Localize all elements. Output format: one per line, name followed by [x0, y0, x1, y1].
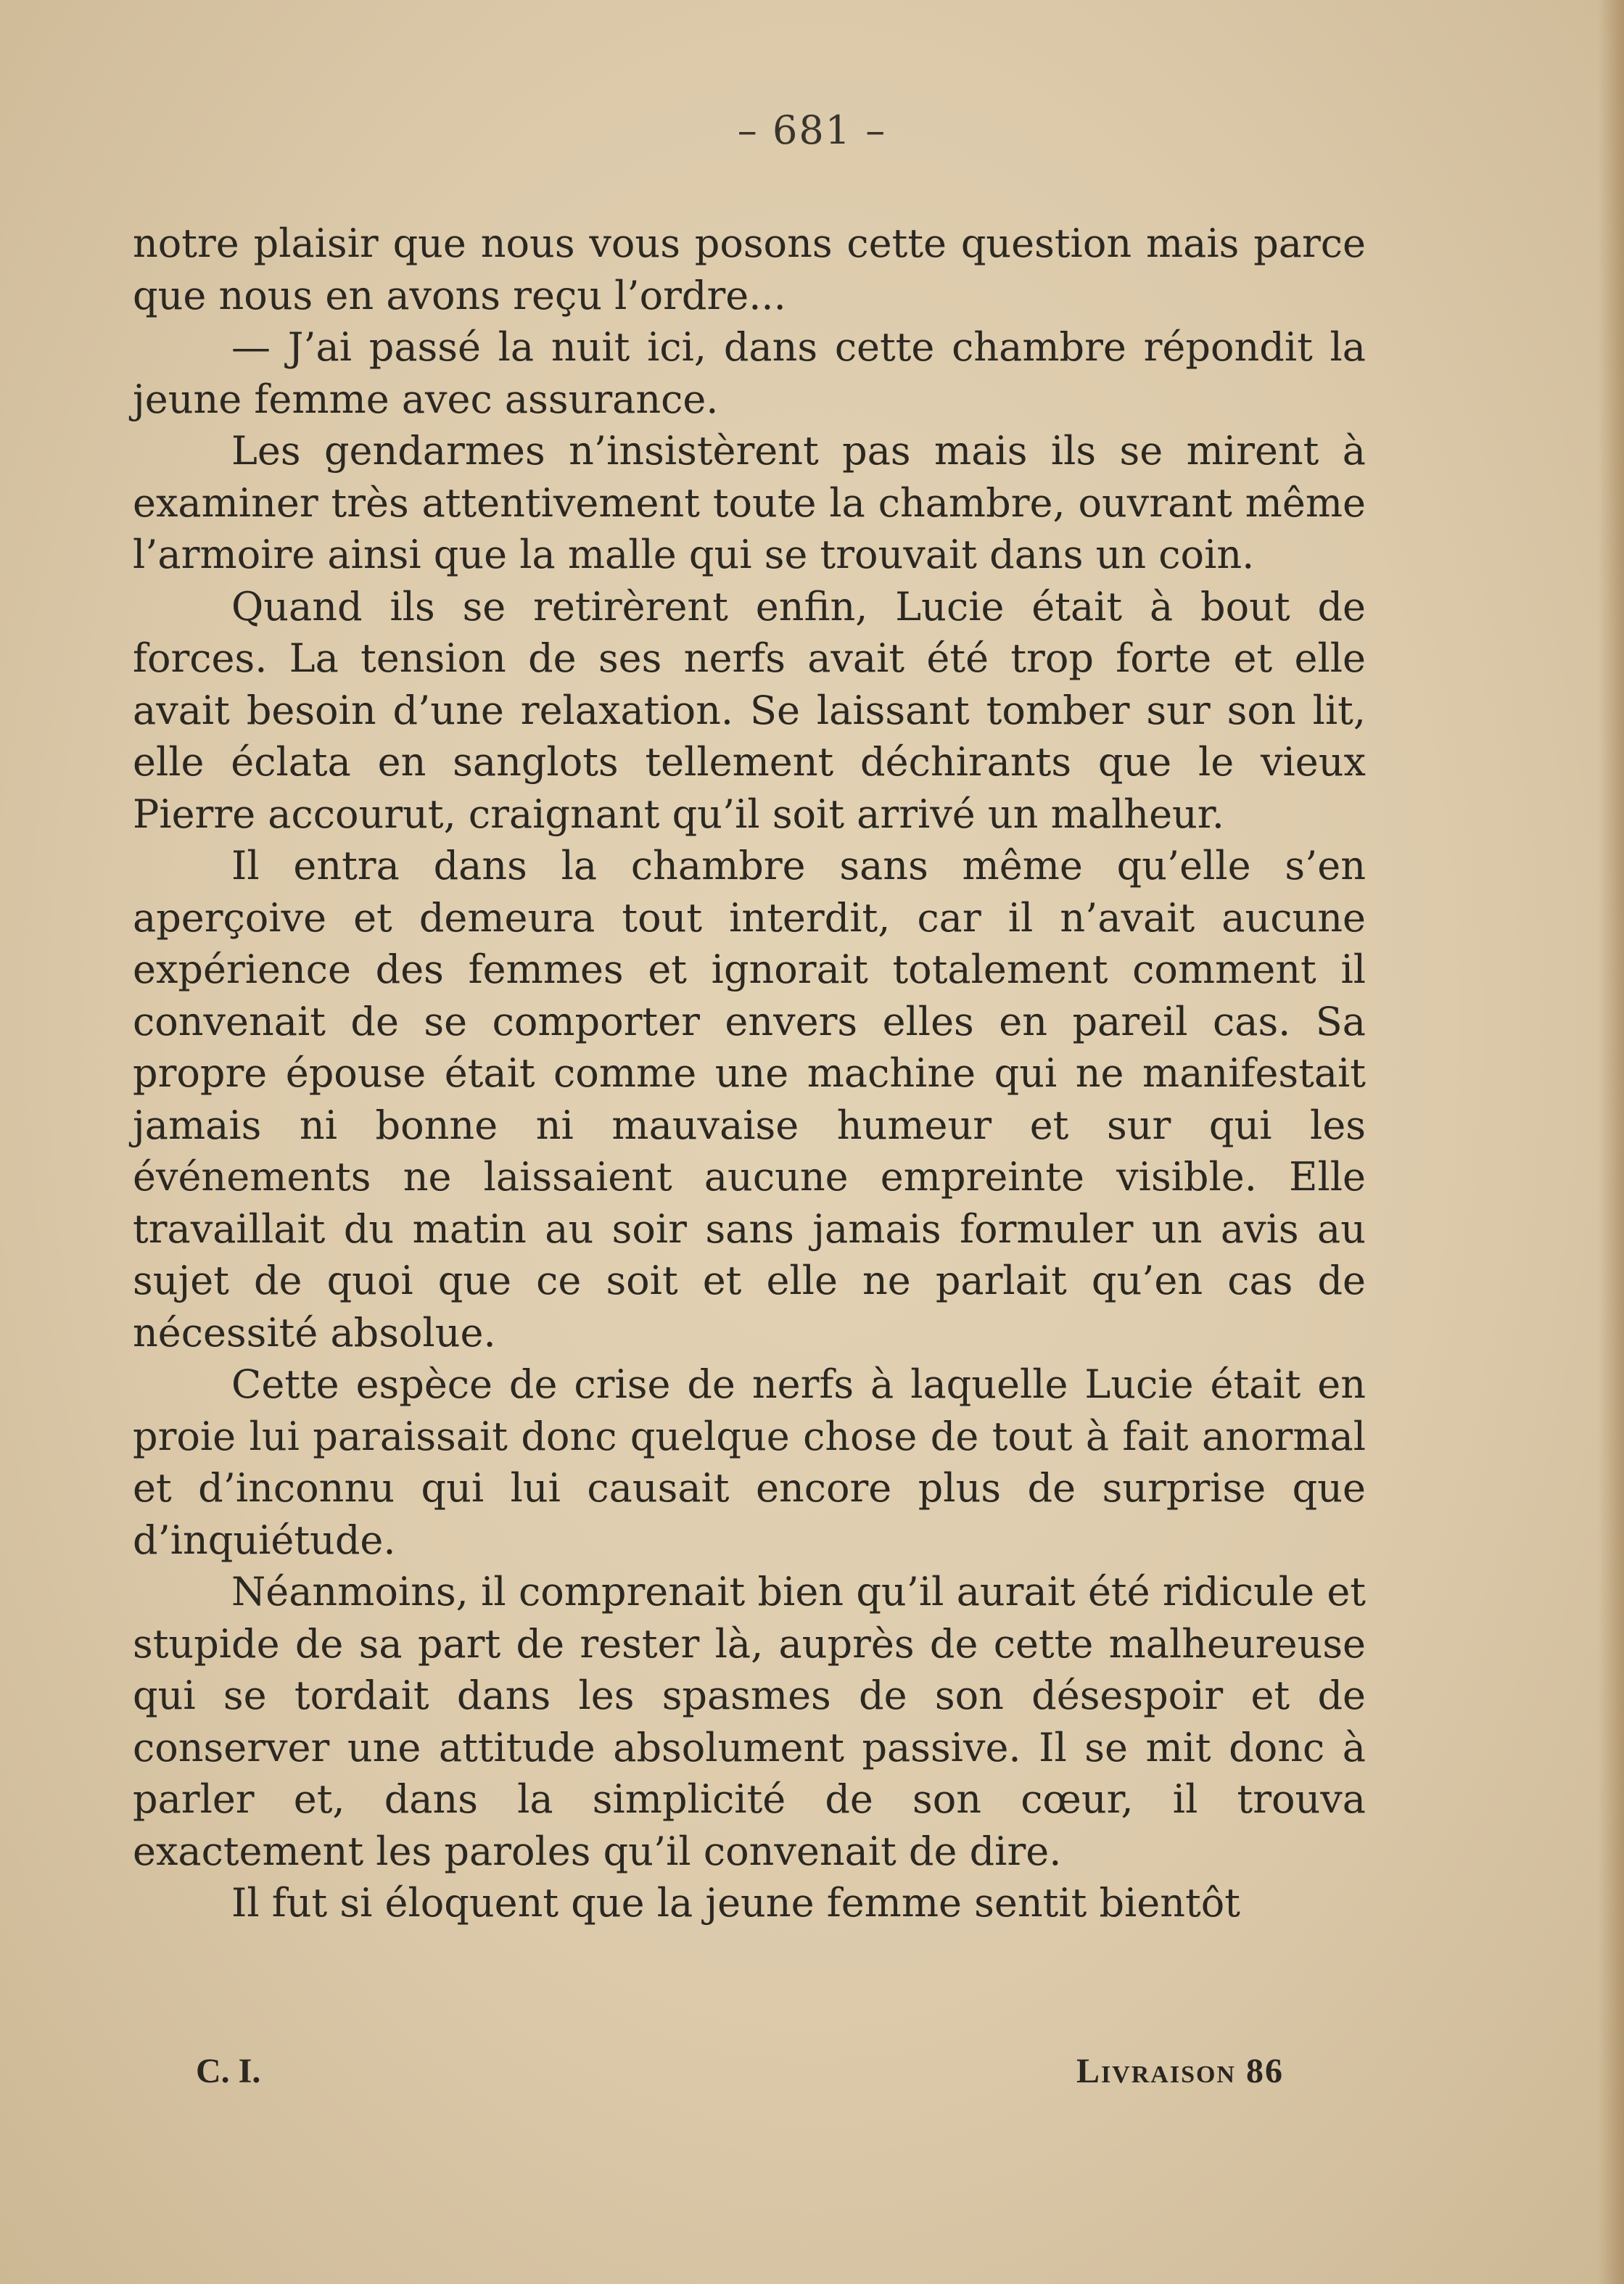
paragraph: — J’ai passé la nuit ici, dans cette chambre répondit la jeune femme avec assurance. — [133, 324, 1366, 422]
footer-signature: C. I. — [196, 2052, 261, 2090]
footer-delivery-number: Livraison 86 — [1076, 2052, 1284, 2090]
body-text — [133, 218, 1366, 1929]
paragraph: Il fut si éloquent que la jeune femme sentit bientôt — [231, 1880, 1240, 1926]
page-edge-shadow — [1598, 0, 1624, 2284]
paragraph: Quand ils se retirèrent enfin, Lucie était à bout de forces. La tension de ses nerfs avait été trop forte et elle avait besoin d’une relaxation. Se laissant tomber sur son lit, elle éclata en sanglots tellement déchirants que le vieux Pierre accourut, craignant qu’il soit arrivé un malheur. — [133, 583, 1366, 837]
paragraph: Il entra dans la chambre sans même qu’elle s’en aperçoive et demeura tout interdit, car il n’avait aucune expérience des femmes et ignorait totalement comment il convenait de se comporter envers elles en pareil cas. Sa propre épouse était comme une machine qui ne manifestait jamais ni bonne ni mauvaise humeur et sur qui les événements ne laissaient aucune empreinte visible. Elle travaillait du matin au soir sans jamais formuler un avis au sujet de quoi que ce soit et elle ne parlait qu’en cas de nécessité absolue. — [133, 843, 1366, 1356]
paragraph: Néanmoins, il comprenait bien qu’il aurait été ridicule et stupide de sa part de rester là, auprès de cette malheureuse qui se tordait dans les spasmes de son désespoir et de conserver une attitude absolument passive. Il se mit donc à parler et, dans la simplicité de son cœur, il trouva exactement les paroles qu’il convenait de dire. — [133, 1569, 1366, 1874]
paragraph: Cette espèce de crise de nerfs à laquelle Lucie était en proie lui paraissait donc quelque chose de tout à fait anormal et d’inconnu qui lui causait encore plus de surprise que d’inquiétude. — [133, 1361, 1366, 1563]
page-number: – 681 – — [737, 107, 887, 153]
paragraph: Les gendarmes n’insistèrent pas mais ils se mirent à examiner très attentivement toute la chambre, ouvrant même l’armoire ainsi que la malle qui se trouvait dans un coin. — [133, 428, 1366, 577]
page-footer — [196, 2051, 1284, 2109]
paragraph: notre plaisir que nous vous posons cette question mais parce que nous en avons reçu l’ordre... — [133, 220, 1366, 318]
